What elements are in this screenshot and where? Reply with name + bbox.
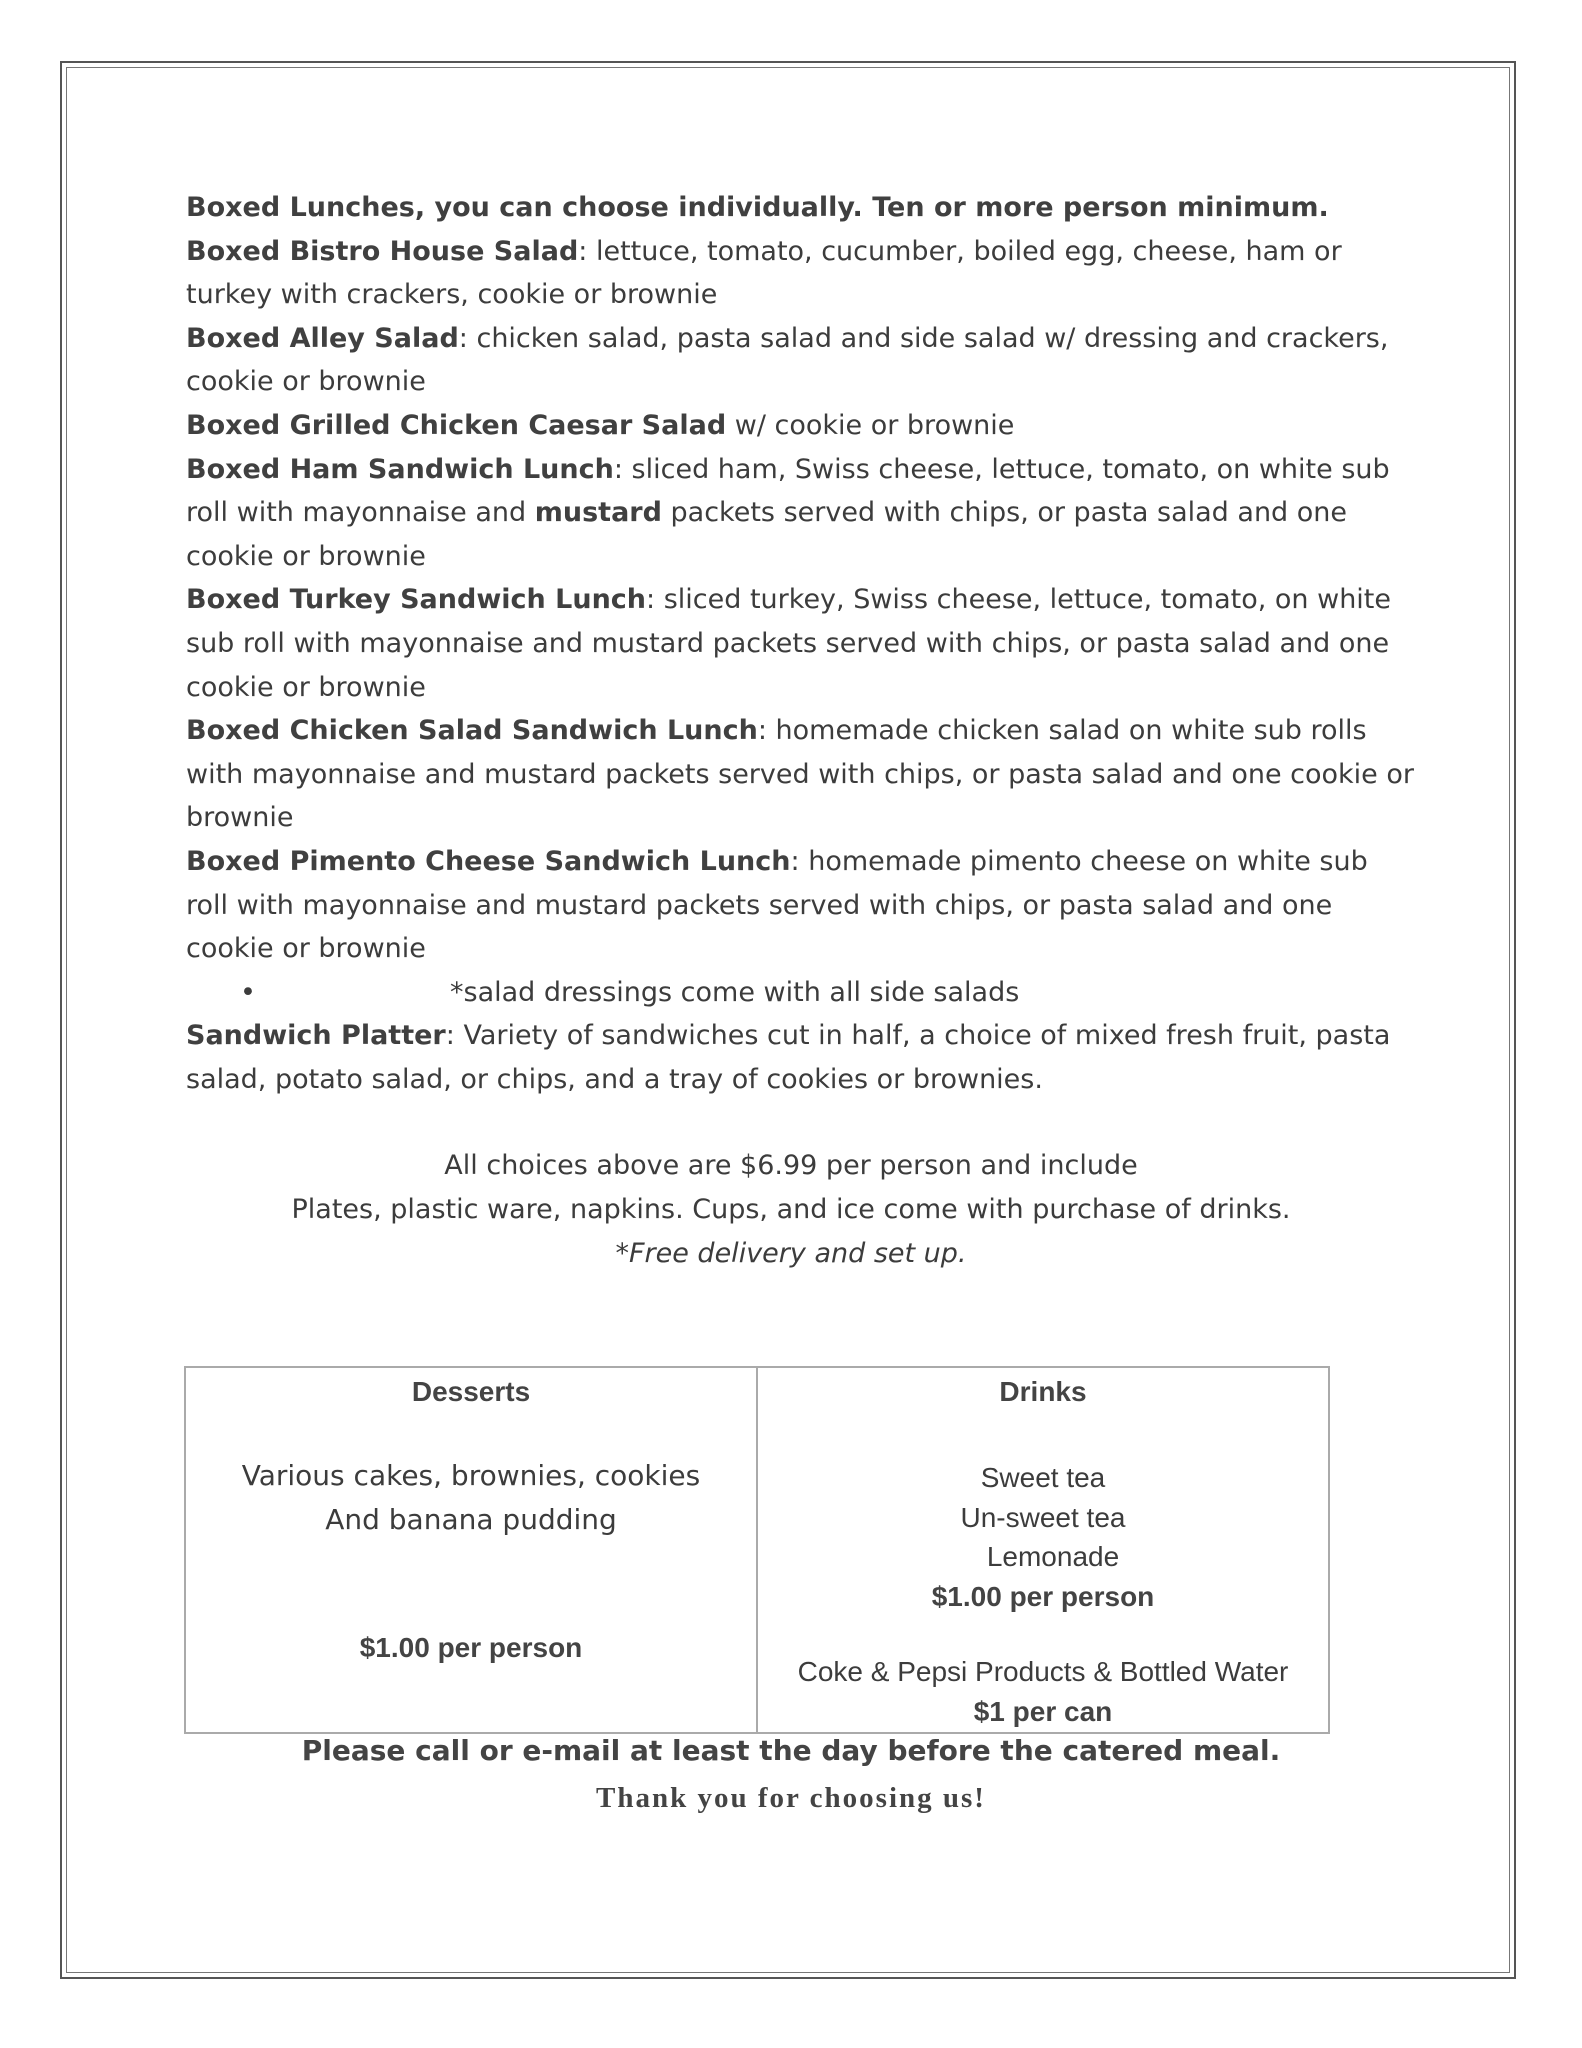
item-alley-salad: Boxed Alley Salad: chicken salad, pasta salad and side salad w/ dressing and crackers, cookie or brownie xyxy=(186,322,1389,398)
drink-item: Lemonade xyxy=(986,1541,1120,1572)
item-bistro-salad: Boxed Bistro House Salad: lettuce, tomato, cucumber, boiled egg, cheese, ham or turkey with crackers, cookie or brownie xyxy=(186,235,1342,311)
pricing-block xyxy=(186,1144,1396,1275)
pricing-line-1: All choices above are $6.99 per person and include xyxy=(444,1150,1138,1182)
item-name: Boxed Chicken Salad Sandwich Lunch xyxy=(186,715,758,747)
item-name: Boxed Ham Sandwich Lunch xyxy=(186,453,614,485)
item-name: Sandwich Platter xyxy=(186,1020,446,1052)
call-notice: Please call or e-mail at least the day before the catered meal. xyxy=(301,1734,1281,1767)
item-desc: sliced ham, Swiss cheese, lettuce, tomato, on white sub roll with mayonnaise and xyxy=(186,453,1390,529)
bullet-note xyxy=(186,971,1416,1015)
drinks-header: Drinks xyxy=(999,1376,1087,1407)
item-name: Boxed Pimento Cheese Sandwich Lunch xyxy=(186,845,791,877)
item-name: Boxed Bistro House Salad xyxy=(186,235,579,267)
drinks-price: $1.00 per person xyxy=(931,1580,1155,1612)
drink-item: Coke & Pepsi Products & Bottled Water xyxy=(797,1656,1289,1687)
item-desc: lettuce, tomato, cucumber, boiled egg, cheese, ham or turkey with crackers, cookie or brownie xyxy=(186,235,1342,311)
item-desc: homemade chicken salad on white sub rolls with mayonnaise and mustard packets served with chips, or pasta salad and one cookie or brownie xyxy=(186,715,1414,834)
item-caesar-salad xyxy=(186,404,1416,448)
pricing-line-2: Plates, plastic ware, napkins. Cups, and ice come with purchase of drinks. xyxy=(291,1194,1291,1226)
drink-item: Sweet tea xyxy=(980,1462,1106,1493)
item-desc-cont: packets served with chips, or pasta salad and one cookie or brownie xyxy=(186,497,1348,572)
desserts-header: Desserts xyxy=(411,1376,531,1407)
menu-content xyxy=(186,186,1416,1275)
pricing-line-3: *Free delivery and set up. xyxy=(615,1237,967,1269)
item-desc: chicken salad, pasta salad and side salad w/ dressing and crackers, cookie or brownie xyxy=(186,322,1389,398)
desserts-description: Various cakes, brownies, cookies And banana pudding xyxy=(241,1459,701,1536)
thank-you: Thank you for choosing us! xyxy=(596,1782,986,1814)
bullet-icon: • xyxy=(240,976,256,1008)
desserts-column xyxy=(186,1368,756,1732)
item-bold-word: mustard xyxy=(534,497,662,529)
bullet-text: *salad dressings come with all side salads xyxy=(450,976,1020,1008)
desserts-price: $1.00 per person xyxy=(359,1632,583,1663)
drink-item: Un-sweet tea xyxy=(960,1501,1126,1533)
desserts-drinks-table xyxy=(184,1366,1330,1734)
drinks-list xyxy=(758,1458,1328,1731)
drinks-can-price: $1 per can xyxy=(973,1695,1113,1727)
drinks-column xyxy=(756,1368,1328,1732)
item-sandwich-platter: Sandwich Platter: Variety of sandwiches cut in half, a choice of mixed fresh fruit, pasta salad, potato salad, or chips, and a tray of cookies or brownies. xyxy=(186,1020,1391,1095)
item-name: Boxed Turkey Sandwich Lunch xyxy=(186,584,647,616)
item-name: Boxed Grilled Chicken Caesar Salad xyxy=(186,409,727,441)
item-desc: homemade pimento cheese on white sub roll with mayonnaise and mustard packets served with chips, or pasta salad and one cookie or brownie xyxy=(186,845,1368,965)
item-desc: Variety of sandwiches cut in half, a choice of mixed fresh fruit, pasta salad, potato salad, or chips, and a tray of cookies or brownies. xyxy=(186,1020,1391,1095)
item-ham-sandwich: Boxed Ham Sandwich Lunch: sliced ham, Swiss cheese, lettuce, tomato, on white sub roll with mayonnaise and mustard packets served with chips, or pasta salad and one cookie or brownie xyxy=(186,453,1390,572)
item-pimento-sandwich: Boxed Pimento Cheese Sandwich Lunch: homemade pimento cheese on white sub roll with mayonnaise and mustard packets served with chips, or pasta salad and one cookie or brownie xyxy=(186,845,1368,965)
item-desc: w/ cookie or brownie xyxy=(726,409,1015,441)
intro-line: Boxed Lunches, you can choose individually. Ten or more person minimum. xyxy=(186,192,1329,223)
item-chicken-salad-sandwich: Boxed Chicken Salad Sandwich Lunch: homemade chicken salad on white sub rolls with mayonnaise and mustard packets served with chips, or pasta salad and one cookie or brownie xyxy=(186,715,1414,834)
item-desc: sliced turkey, Swiss cheese, lettuce, tomato, on white sub roll with mayonnaise and mustard packets served with chips, or pasta salad and one cookie or brownie xyxy=(186,584,1392,703)
item-turkey-sandwich: Boxed Turkey Sandwich Lunch: sliced turkey, Swiss cheese, lettuce, tomato, on white sub roll with mayonnaise and mustard packets served with chips, or pasta salad and one cookie or brownie xyxy=(186,584,1392,703)
item-name: Boxed Alley Salad xyxy=(186,322,459,354)
